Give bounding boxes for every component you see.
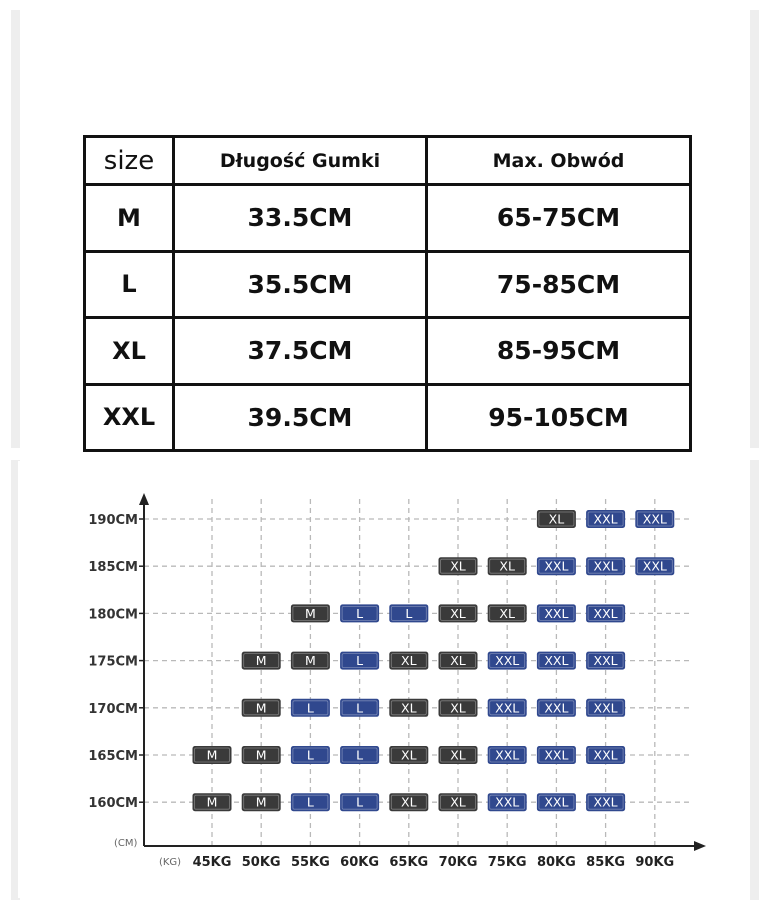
x-axis-arrow-icon [694,841,706,851]
size-badge-label: XL [548,511,565,527]
size-badge-label: XL [401,700,417,716]
size-table [83,135,692,452]
size-table-header-row [85,137,691,185]
size-badge-label: M [206,794,218,810]
table-row [85,384,691,451]
row-max-girth: 85-95CM [427,318,691,385]
size-badge-label: XXL [593,605,618,621]
right-frame-strip [750,10,759,448]
row-size: XL [85,318,174,385]
table-row [85,318,691,385]
header-max-girth: Max. Obwód [427,137,691,185]
row-size: L [85,251,174,318]
size-badge-label: M [305,605,316,621]
size-badge-label: L [405,605,413,621]
size-badge-label: XXL [544,794,569,810]
size-badge-label: XXL [593,794,618,810]
size-badge-label: XXL [642,558,667,574]
size-badge-label: M [255,747,267,763]
size-badge-label: L [356,794,364,810]
row-length: 37.5CM [174,318,427,385]
x-tick-label: 55KG [290,855,330,870]
size-badge-label: XXL [593,747,618,763]
left-frame-strip [11,10,20,448]
size-badge-label: L [356,653,364,669]
size-badge-label: XXL [495,747,520,763]
x-tick-label: 80KG [536,855,576,870]
size-badge-label: XL [450,794,466,810]
header-length: Długość Gumki [174,137,427,185]
size-badge-label: XXL [642,511,667,527]
x-tick-label: 85KG [586,855,626,870]
x-tick-label: 50KG [241,855,281,870]
size-badge-label: XXL [544,558,569,574]
header-size: size [85,137,174,185]
y-tick-label: 165CM [88,749,138,764]
size-badge-label: XXL [544,605,569,621]
size-badge-label: M [305,653,316,669]
row-length: 39.5CM [174,384,427,451]
size-badge-label: XL [450,605,466,621]
size-badge-label: M [255,700,267,716]
size-badge-label: XXL [544,747,569,763]
size-badge-label: XXL [544,653,569,669]
size-badge-label: XL [499,558,515,574]
y-tick-label: 190CM [88,513,138,528]
row-size: M [85,185,174,252]
size-badge-label: M [255,794,267,810]
y-axis-arrow-icon [139,493,149,505]
size-badge-label: XL [450,700,466,716]
size-badge-label: XL [450,747,466,763]
row-max-girth: 75-85CM [427,251,691,318]
size-badge-label: L [306,794,314,810]
size-chart-panel [18,461,750,898]
y-tick-label: 175CM [88,654,138,670]
size-badge-label: XXL [593,511,618,527]
right-panel-strip [750,460,759,900]
size-chart [18,461,750,898]
size-badge-label: L [356,700,364,716]
x-tick-label: 45KG [192,855,232,870]
size-badge-label: L [356,747,364,763]
size-badge-label: XXL [495,700,520,716]
size-badge-label: XL [450,653,466,669]
x-tick-label: 65KG [389,855,429,870]
y-unit-label: (CM) [114,838,138,849]
y-tick-label: 160CM [88,796,138,812]
x-tick-label: 70KG [438,855,478,870]
size-badge-label: M [255,653,267,669]
row-length: 35.5CM [174,251,427,318]
table-row [85,185,691,252]
size-badge-label: L [306,747,314,763]
size-badge-label: XXL [544,700,569,716]
size-badge-label: XL [401,747,417,763]
row-length: 33.5CM [174,185,427,252]
row-max-girth: 95-105CM [427,384,691,451]
y-tick-label: 185CM [88,560,138,576]
x-tick-label: 90KG [635,855,675,870]
size-badge-label: XXL [495,653,520,669]
x-tick-label: 60KG [340,855,380,870]
row-max-girth: 65-75CM [427,185,691,252]
size-badge-label: XXL [495,794,520,810]
row-size: XXL [85,384,174,451]
y-tick-label: 170CM [88,701,138,717]
size-badge-label: M [206,747,218,763]
size-badge-label: XXL [593,653,618,669]
size-badge-label: L [306,700,314,716]
x-unit-label: (KG) [158,857,182,868]
size-badge-label: XL [450,558,466,574]
x-tick-label: 75KG [487,855,527,870]
y-tick-label: 180CM [88,607,138,623]
table-row [85,251,691,318]
size-badge-label: XL [401,794,417,810]
size-badge-label: L [356,605,364,621]
size-badge-label: XL [499,605,515,621]
size-badge-label: XL [401,653,417,669]
size-badge-label: XXL [593,700,618,716]
size-badge-label: XXL [593,558,618,574]
